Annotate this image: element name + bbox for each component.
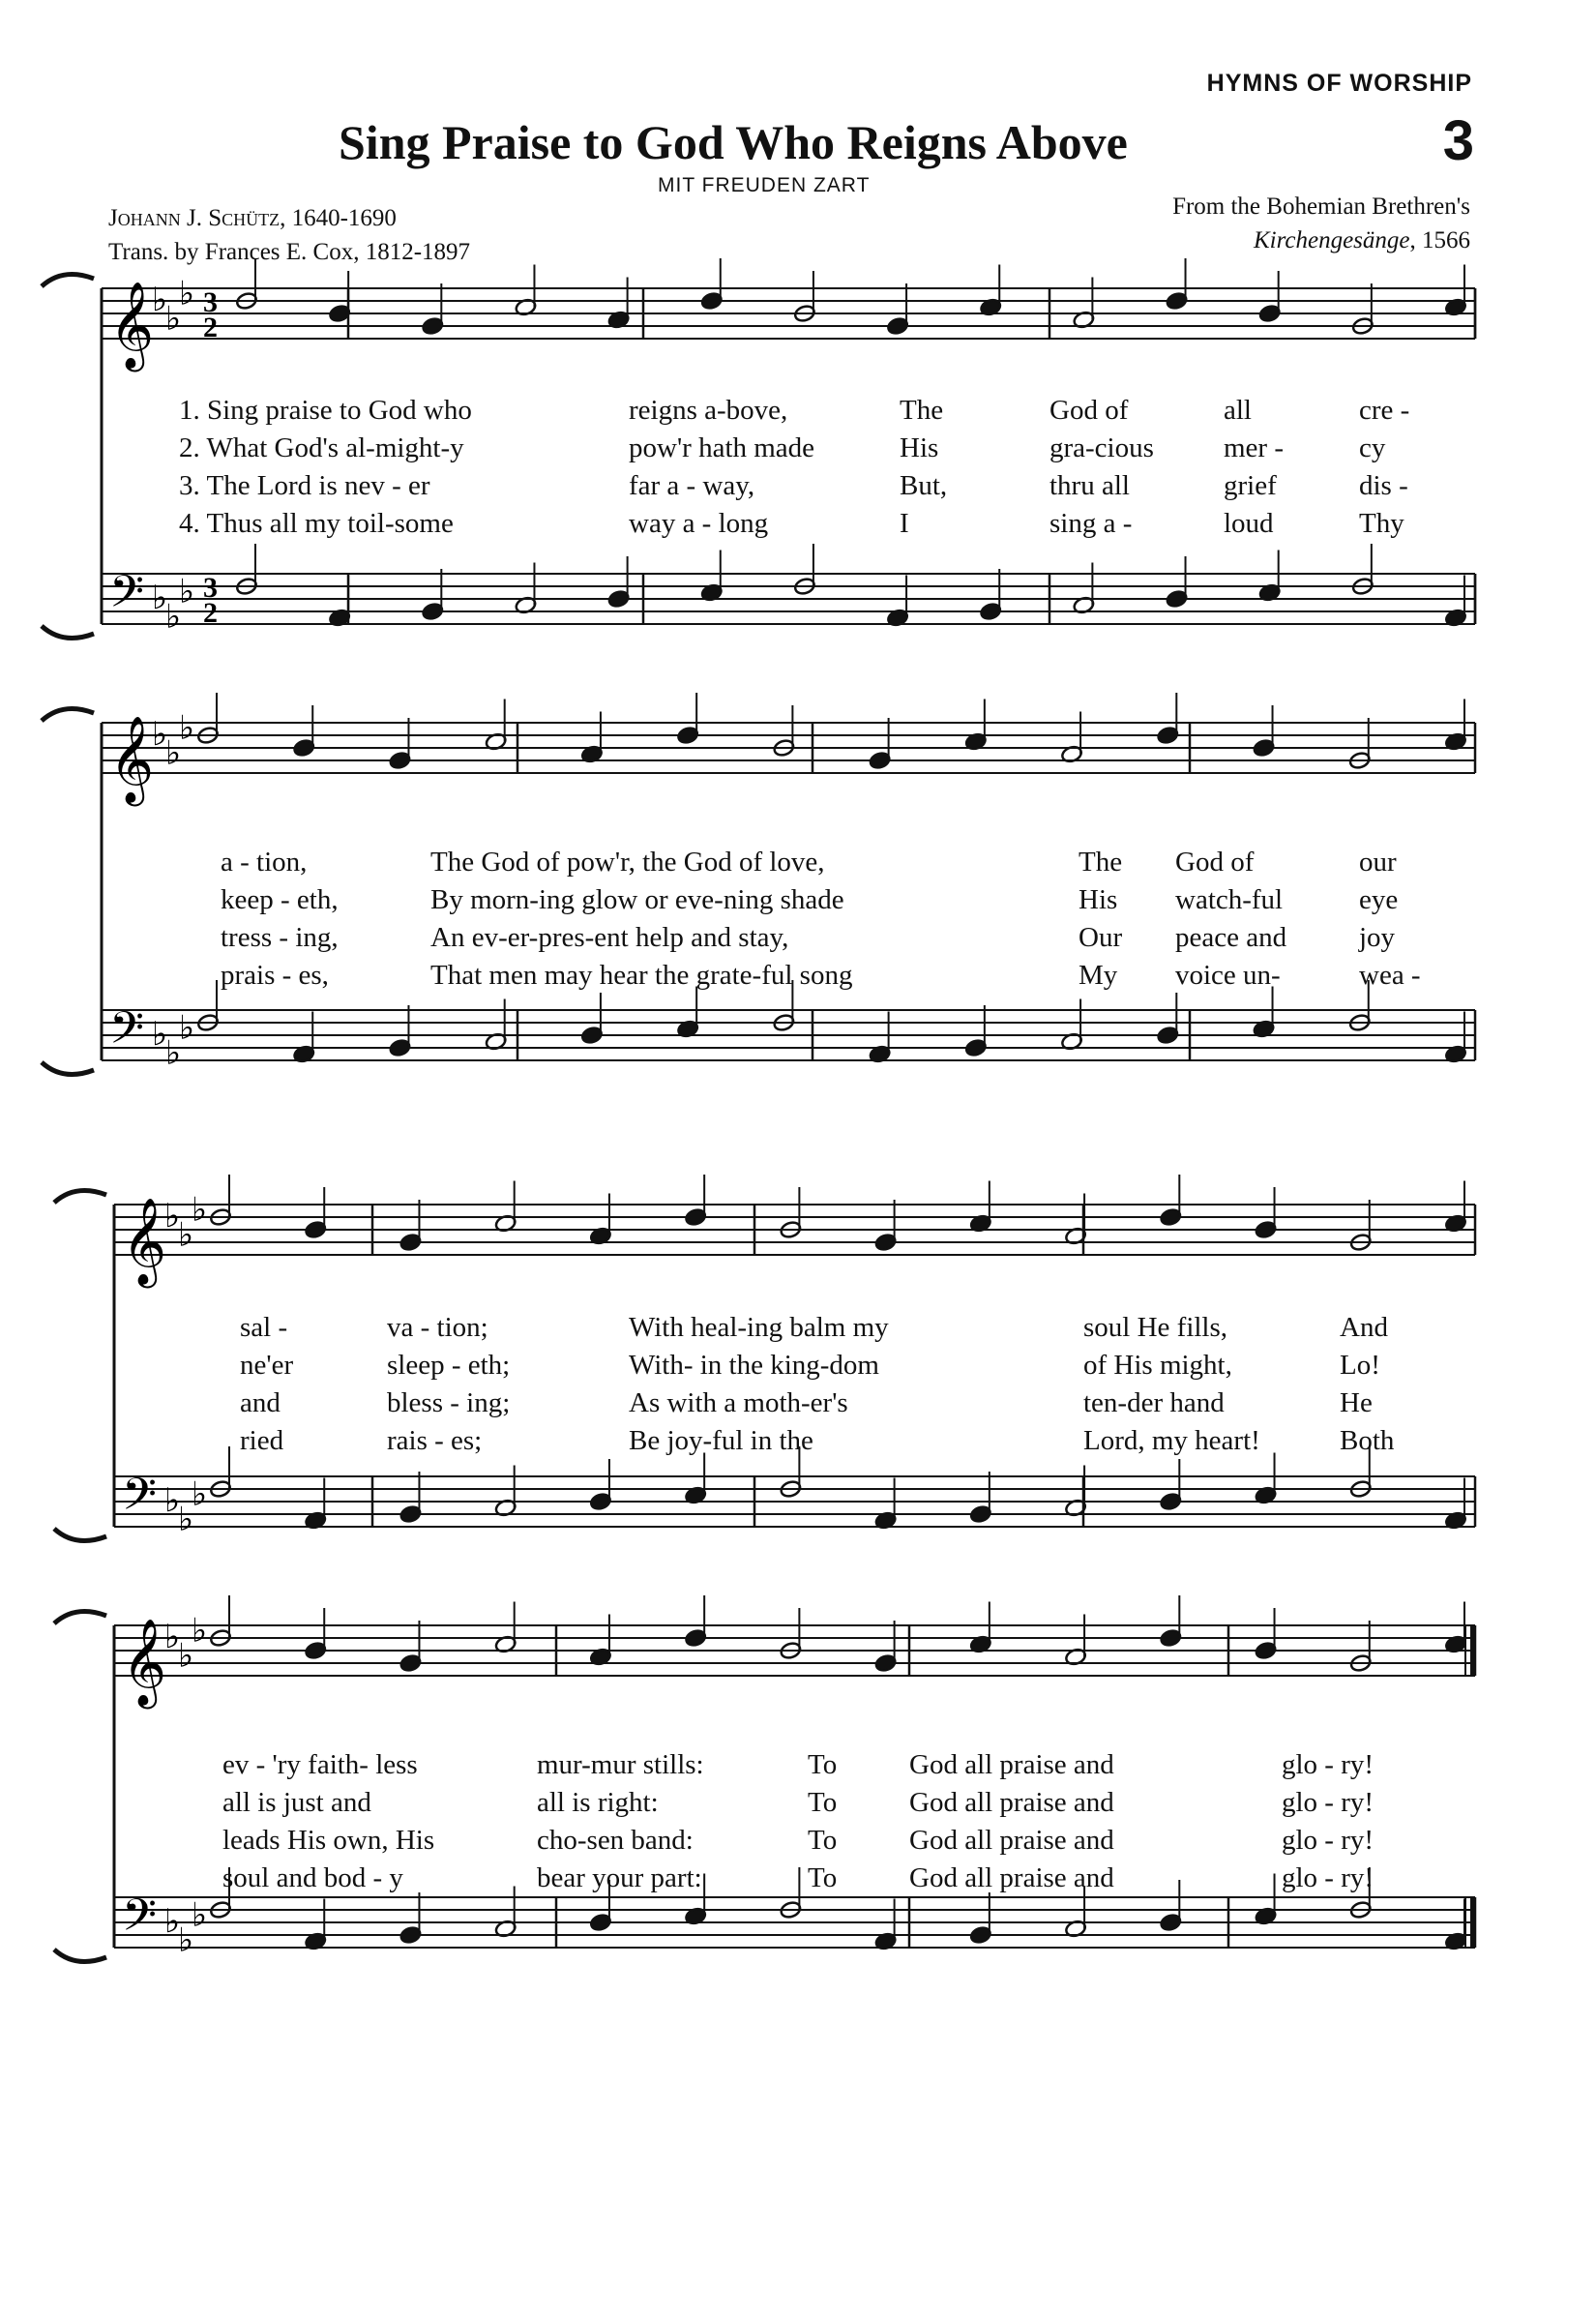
flat-icon: ♭ [165, 733, 182, 773]
lyric-syllable: watch-ful [1175, 884, 1284, 915]
lyric-syllable: bless - ing; [387, 1387, 511, 1418]
lyric-syllable: An ev-er-pres-ent help and stay, [430, 922, 789, 953]
lyric-syllable: My [1079, 960, 1118, 991]
lyric-syllable: prais - es, [221, 960, 329, 991]
lyric-syllable: Thy [1359, 508, 1404, 539]
lyric-syllable: ne'er [240, 1350, 294, 1381]
hymn-title: Sing Praise to God Who Reigns Above [339, 115, 1128, 169]
flat-icon: ♭ [178, 1215, 194, 1255]
system-brace [42, 709, 94, 1075]
flat-icon: ♭ [179, 274, 195, 313]
lyric-syllable: 4. Thus all my toil-some [179, 508, 454, 539]
lyric-syllable: all is just and [222, 1787, 371, 1818]
lyric-syllable: eye [1359, 884, 1399, 915]
treble-clef-icon: 𝄞 [122, 1198, 167, 1285]
time-signature-digit: 3 [203, 572, 218, 604]
lyric-syllable: With heal-ing balm my [629, 1312, 889, 1343]
flat-icon: ♭ [165, 1033, 182, 1073]
lyric-syllable: God of [1175, 847, 1255, 878]
lyric-syllable: As with a moth-er's [629, 1387, 848, 1418]
bass-clef-icon: 𝄢 [109, 566, 145, 629]
lyric-syllable: pow'r hath made [629, 432, 815, 463]
lyric-syllable: To [808, 1749, 838, 1780]
flat-icon: ♭ [192, 1895, 208, 1935]
lyric-syllable: sal - [240, 1312, 288, 1343]
system-brace [54, 1191, 106, 1541]
lyric-syllable: voice un- [1175, 960, 1281, 991]
lyric-syllable: way a - long [629, 508, 769, 539]
lyric-syllable: 3. The Lord is nev - er [179, 470, 430, 501]
bass-clef-icon: 𝄢 [122, 1890, 158, 1952]
lyric-syllable: The [900, 395, 944, 426]
lyric-syllable: all is right: [537, 1787, 659, 1818]
flat-icon: ♭ [164, 1481, 181, 1520]
time-signature-digit: 2 [203, 597, 218, 629]
lyric-syllable: a - tion, [221, 847, 308, 878]
flat-icon: ♭ [165, 299, 182, 339]
lyric-syllable: ev - 'ry faith- less [222, 1749, 418, 1780]
translator-credit: Trans. by Frances E. Cox, 1812-1897 [108, 239, 471, 265]
lyric-syllable: sing a - [1049, 508, 1133, 539]
lyric-syllable: Our [1079, 922, 1123, 953]
lyric-syllable: With- in the king-dom [629, 1350, 879, 1381]
bass-clef-icon: 𝄢 [122, 1469, 158, 1532]
flat-icon: ♭ [192, 1474, 208, 1514]
lyric-syllable: 1. Sing praise to God who [179, 395, 472, 426]
lyric-syllable: By morn-ing glow or eve-ning shade [430, 884, 844, 915]
lyric-syllable: grief [1224, 470, 1277, 501]
lyric-syllable: peace and [1175, 922, 1287, 953]
hymn-number: 3 [1442, 109, 1474, 172]
lyric-syllable: mur-mur stills: [537, 1749, 704, 1780]
tune-source-year: , 1566 [1409, 227, 1470, 253]
lyric-syllable: His [1079, 884, 1118, 915]
lyric-syllable: mer - [1224, 432, 1284, 463]
lyric-syllable: reigns a-bove, [629, 395, 788, 426]
lyric-syllable: Lo! [1340, 1350, 1380, 1381]
lyric-syllable: God all praise and [909, 1787, 1114, 1818]
flat-icon: ♭ [152, 281, 168, 319]
lyric-syllable: tress - ing, [221, 922, 339, 953]
flat-icon: ♭ [178, 1500, 194, 1539]
lyric-syllable: Lord, my heart! [1083, 1425, 1260, 1456]
lyric-syllable: glo - ry! [1282, 1825, 1374, 1856]
treble-clef-icon: 𝄞 [109, 716, 155, 803]
lyric-syllable: bear your part: [537, 1862, 702, 1893]
lyric-syllable: leads His own, His [222, 1825, 435, 1856]
lyric-syllable: rais - es; [387, 1425, 483, 1456]
lyric-syllable: thru all [1049, 470, 1130, 501]
lyric-syllable: To [808, 1862, 838, 1893]
lyric-syllable: But, [900, 470, 948, 501]
lyric-syllable: cre - [1359, 395, 1410, 426]
lyric-syllable: our [1359, 847, 1397, 878]
lyric-syllable: The God of pow'r, the God of love, [430, 847, 825, 878]
lyric-syllable: Be joy-ful in the [629, 1425, 813, 1456]
lyric-syllable: 2. What God's al-might-y [179, 432, 464, 463]
system-brace [54, 1612, 106, 1962]
lyric-syllable: He [1340, 1387, 1373, 1418]
lyric-syllable: far a - way, [629, 470, 755, 501]
lyric-syllable: That men may hear the grate-ful song [430, 960, 853, 991]
treble-clef-icon: 𝄞 [109, 282, 155, 369]
lyric-syllable: God of [1049, 395, 1129, 426]
flat-icon: ♭ [152, 579, 168, 617]
tune-source-title: Kirchengesänge [1253, 227, 1410, 253]
lyric-syllable: glo - ry! [1282, 1787, 1374, 1818]
lyric-syllable: of His might, [1083, 1350, 1232, 1381]
lyric-syllable: gra-cious [1049, 432, 1154, 463]
flat-icon: ♭ [192, 1190, 208, 1230]
lyric-syllable: ried [240, 1425, 284, 1456]
lyric-syllable: va - tion; [387, 1312, 488, 1343]
lyric-syllable: dis - [1359, 470, 1408, 501]
lyric-syllable: glo - ry! [1282, 1862, 1374, 1893]
lyric-syllable: cho-sen band: [537, 1825, 694, 1856]
author-credit: Johann J. Schütz, 1640-1690 [108, 205, 397, 231]
time-signature-digit: 2 [203, 312, 218, 343]
flat-icon: ♭ [178, 1920, 194, 1960]
lyric-syllable: and [240, 1387, 281, 1418]
lyric-syllable: God all praise and [909, 1862, 1114, 1893]
lyric-syllable: cy [1359, 432, 1386, 463]
lyric-syllable: To [808, 1825, 838, 1856]
tune-name: MIT FREUDEN ZART [658, 174, 871, 196]
lyric-syllable: joy [1359, 922, 1396, 953]
lyric-syllable: Both [1340, 1425, 1395, 1456]
lyric-syllable: God all praise and [909, 1749, 1114, 1780]
lyric-syllable: God all praise and [909, 1825, 1114, 1856]
flat-icon: ♭ [164, 1197, 181, 1235]
flat-icon: ♭ [179, 572, 195, 611]
lyric-syllable: The [1079, 847, 1123, 878]
flat-icon: ♭ [179, 1008, 195, 1048]
lyric-syllable: soul He fills, [1083, 1312, 1228, 1343]
flat-icon: ♭ [192, 1611, 208, 1651]
lyric-syllable: soul and bod - y [222, 1862, 403, 1893]
time-signature-digit: 3 [203, 286, 218, 318]
flat-icon: ♭ [164, 1902, 181, 1941]
lyric-syllable: To [808, 1787, 838, 1818]
lyric-syllable: wea - [1359, 960, 1421, 991]
lyric-syllable: glo - ry! [1282, 1749, 1374, 1780]
flat-icon: ♭ [152, 715, 168, 754]
system-brace [42, 275, 94, 639]
flat-icon: ♭ [178, 1636, 194, 1676]
lyric-syllable: sleep - eth; [387, 1350, 511, 1381]
lyric-syllable: all [1224, 395, 1252, 426]
lyric-syllable: And [1340, 1312, 1388, 1343]
bass-clef-icon: 𝄢 [109, 1002, 145, 1065]
flat-icon: ♭ [164, 1618, 181, 1656]
flat-icon: ♭ [179, 708, 195, 748]
lyric-syllable: keep - eth, [221, 884, 339, 915]
tune-source-line1: From the Bohemian Brethren's [1172, 194, 1470, 220]
lyric-syllable: ten-der hand [1083, 1387, 1225, 1418]
lyric-syllable: I [900, 508, 909, 539]
treble-clef-icon: 𝄞 [122, 1619, 167, 1706]
lyric-syllable: His [900, 432, 939, 463]
flat-icon: ♭ [165, 597, 182, 637]
section-label: HYMNS OF WORSHIP [1206, 70, 1472, 97]
lyric-syllable: loud [1224, 508, 1274, 539]
flat-icon: ♭ [152, 1015, 168, 1054]
